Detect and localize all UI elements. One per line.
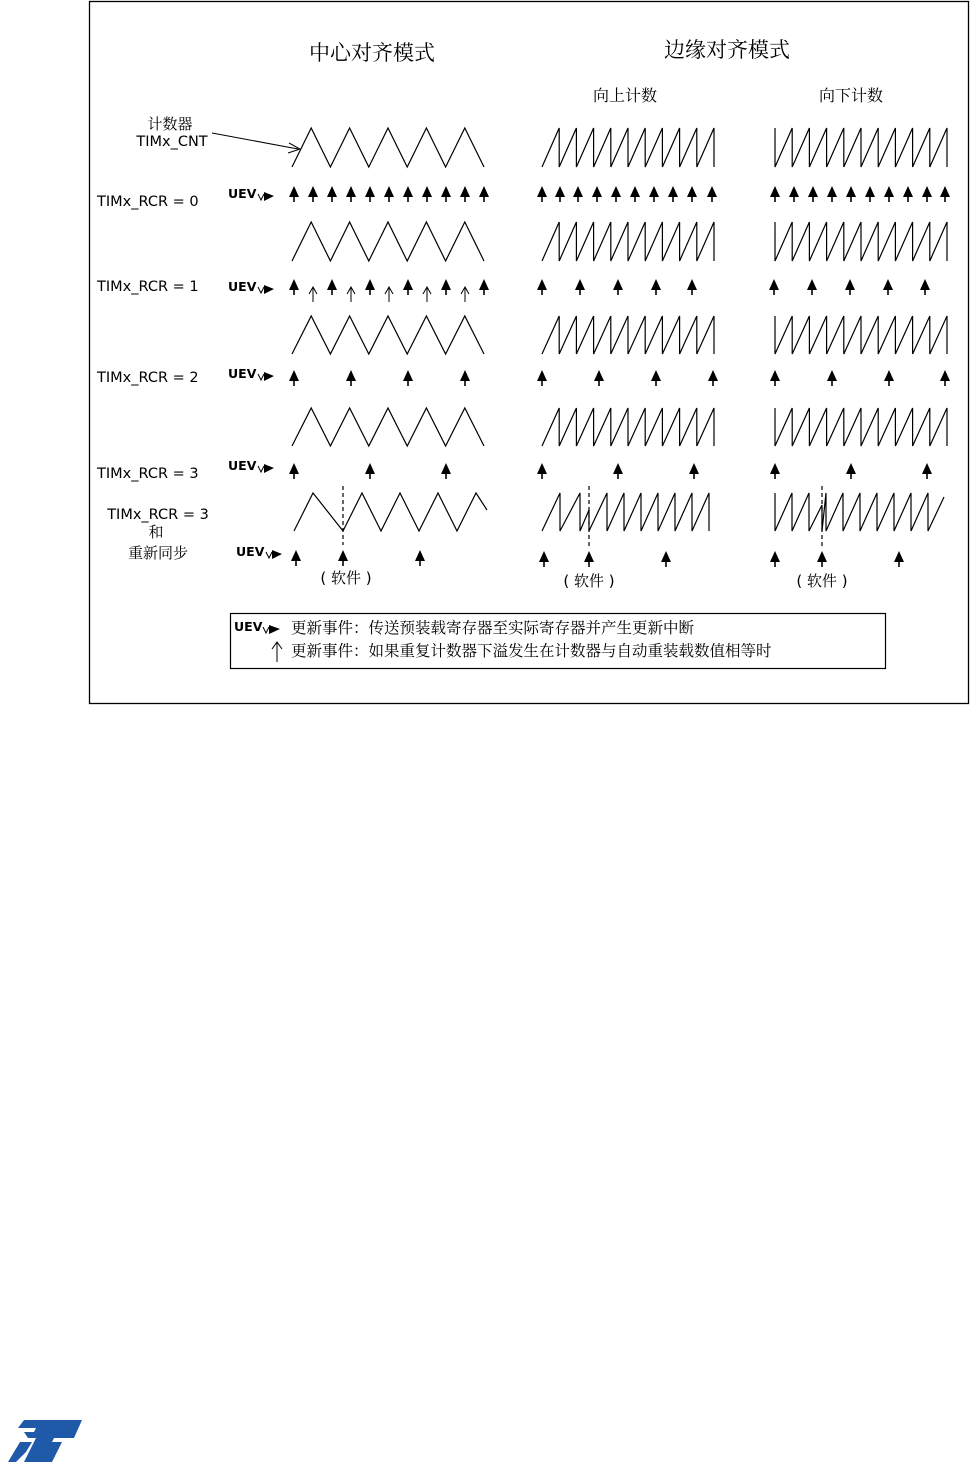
uev-label-resync — [236, 544, 282, 559]
legend-box — [231, 614, 886, 669]
uev-down-rcr0-8 — [922, 186, 932, 202]
uev-down-rcr2-0 — [770, 370, 780, 386]
uev-down-rcr1-4 — [920, 279, 930, 295]
uev-up-rcr0-4 — [611, 186, 621, 202]
uev-center-rcr0-1 — [308, 186, 318, 202]
diagram-border — [90, 2, 969, 704]
svg-text:UEV: UEV — [228, 366, 257, 381]
uev-down-rcr0-3 — [827, 186, 837, 202]
counter-label-cn: 计数器 — [147, 115, 193, 133]
row-label-rcr2: TIMx_RCR = 2 — [97, 370, 199, 386]
uev-up-rcr2-3 — [708, 370, 718, 386]
uev-up-resync-1 — [584, 551, 594, 567]
uev-up-rcr0-7 — [668, 186, 678, 202]
update-event-markers — [289, 186, 950, 567]
uev-down-rcr2-1 — [827, 370, 837, 386]
title-center-aligned: 中心对齐模式 — [309, 41, 435, 65]
uev-center-rcr2-3 — [460, 370, 470, 386]
uev-label-rcr1 — [228, 279, 274, 294]
uev-center-rcr3-1 — [365, 463, 375, 479]
wave-down-row1 — [775, 222, 947, 261]
uev-up-rcr1-3 — [651, 279, 661, 295]
uev-down-rcr2-2 — [884, 370, 894, 386]
uev-down-rcr2-3 — [940, 370, 950, 386]
uev-down-rcr1-0 — [769, 279, 779, 295]
software-label-down: ( 软件 ) — [796, 572, 848, 590]
uev-center-rcr0-4 — [365, 186, 375, 202]
wave-center-resync — [294, 493, 487, 531]
uev-center-resync-1 — [338, 550, 348, 566]
uev-center-rcr0-9 — [460, 186, 470, 202]
uev-down-rcr0-1 — [789, 186, 799, 202]
uev-up-rcr1-0 — [537, 279, 547, 295]
title-edge-aligned: 边缘对齐模式 — [664, 38, 790, 62]
uev-down-rcr0-6 — [884, 186, 894, 202]
uev-center-rcr3-2 — [441, 463, 451, 479]
uev-up-rcr2-1 — [594, 370, 604, 386]
uev-center-rcr1-3 — [403, 279, 413, 295]
uev-up-rcr0-5 — [630, 186, 640, 202]
svg-text:UEV: UEV — [228, 458, 257, 473]
row-label-rcr3: TIMx_RCR = 3 — [97, 466, 199, 482]
uev-center-rcr0-5 — [384, 186, 394, 202]
uev-center-rcr0-7 — [422, 186, 432, 202]
legend-uev-text: 更新事件：传送预装载寄存器至实际寄存器并产生更新中断 — [291, 619, 695, 637]
uev-center-resync-0 — [291, 550, 301, 566]
uev-up-rcr1-1 — [575, 279, 585, 295]
software-label-up: ( 软件 ) — [563, 572, 615, 590]
uev-up-rcr3-1 — [613, 463, 623, 479]
rep-center-rcr1-4 — [461, 287, 469, 302]
rep-center-rcr1-1 — [347, 287, 355, 302]
wave-down-row0 — [775, 128, 947, 167]
wave-center-row1 — [292, 222, 484, 261]
uev-up-rcr0-1 — [555, 186, 565, 202]
uev-label-rcr2 — [228, 366, 274, 381]
uev-down-rcr1-1 — [807, 279, 817, 295]
uev-center-rcr1-2 — [365, 279, 375, 295]
uev-center-rcr2-1 — [346, 370, 356, 386]
uev-center-rcr0-8 — [441, 186, 451, 202]
uev-up-rcr2-2 — [651, 370, 661, 386]
uev-up-resync-2 — [661, 551, 671, 567]
uev-down-rcr0-0 — [770, 186, 780, 202]
uev-up-rcr3-2 — [689, 463, 699, 479]
uev-center-rcr2-2 — [403, 370, 413, 386]
uev-up-rcr2-0 — [537, 370, 547, 386]
uev-center-rcr1-0 — [289, 279, 299, 295]
row-label-rcr3-resync-3: 重新同步 — [127, 544, 189, 562]
uev-up-resync-0 — [539, 551, 549, 567]
uev-down-rcr0-9 — [940, 186, 950, 202]
filled-arrow-icon — [234, 619, 280, 634]
uev-down-rcr1-3 — [883, 279, 893, 295]
wave-up-row0 — [542, 128, 714, 167]
software-label-center: ( 软件 ) — [320, 569, 372, 587]
st-logo — [6, 1418, 84, 1464]
uev-down-rcr0-2 — [808, 186, 818, 202]
wave-down-resync — [775, 493, 944, 531]
subtitle-down-count: 向下计数 — [818, 86, 884, 105]
legend-arrow-text: 更新事件：如果重复计数器下溢发生在计数器与自动重装载数值相等时 — [291, 642, 772, 660]
row-label-rcr3-resync-1: TIMx_RCR = 3 — [107, 507, 209, 523]
uev-center-rcr0-0 — [289, 186, 299, 202]
uev-center-rcr2-0 — [289, 370, 299, 386]
uev-label-rcr0 — [228, 186, 274, 201]
uev-down-rcr1-2 — [845, 279, 855, 295]
uev-down-resync-2 — [894, 551, 904, 567]
uev-down-rcr0-5 — [865, 186, 875, 202]
uev-up-rcr0-8 — [687, 186, 697, 202]
uev-up-rcr0-6 — [649, 186, 659, 202]
uev-center-rcr0-10 — [479, 186, 489, 202]
uev-up-rcr0-3 — [592, 186, 602, 202]
svg-text:UEV: UEV — [228, 279, 257, 294]
row-label-rcr0: TIMx_RCR = 0 — [97, 194, 199, 210]
wave-center-row0 — [292, 128, 484, 167]
uev-down-rcr3-2 — [922, 463, 932, 479]
svg-text:UEV: UEV — [236, 544, 265, 559]
counter-pointer — [212, 133, 298, 149]
uev-center-rcr0-3 — [346, 186, 356, 202]
rep-center-rcr1-0 — [309, 287, 317, 302]
row-label-rcr3-resync-2: 和 — [148, 523, 164, 541]
wave-center-row3 — [292, 408, 484, 446]
wave-down-row2 — [775, 316, 947, 354]
wave-up-row2 — [542, 316, 714, 354]
wave-down-row3 — [775, 408, 947, 446]
rep-center-rcr1-3 — [423, 287, 431, 302]
wave-up-resync — [542, 493, 709, 531]
uev-down-rcr3-1 — [846, 463, 856, 479]
uev-center-rcr1-1 — [327, 279, 337, 295]
uev-up-rcr0-0 — [537, 186, 547, 202]
thin-arrow-icon — [272, 642, 282, 662]
uev-center-rcr1-5 — [479, 279, 489, 295]
uev-center-resync-2 — [415, 550, 425, 566]
uev-up-rcr0-2 — [573, 186, 583, 202]
counter-label-reg: TIMx_CNT — [136, 134, 208, 150]
uev-center-rcr1-4 — [441, 279, 451, 295]
subtitle-up-count: 向上计数 — [592, 86, 658, 105]
uev-up-rcr1-2 — [613, 279, 623, 295]
svg-text:UEV: UEV — [228, 186, 257, 201]
uev-center-rcr3-0 — [289, 463, 299, 479]
uev-label-rcr3 — [228, 458, 274, 473]
wave-up-row3 — [542, 408, 714, 446]
uev-up-rcr3-0 — [537, 463, 547, 479]
uev-down-rcr0-7 — [903, 186, 913, 202]
wave-center-row2 — [292, 316, 484, 354]
wave-up-row1 — [542, 222, 714, 261]
uev-down-resync-0 — [770, 551, 780, 567]
rep-center-rcr1-2 — [385, 287, 393, 302]
uev-up-rcr0-9 — [707, 186, 717, 202]
uev-down-rcr3-0 — [770, 463, 780, 479]
row-label-rcr1: TIMx_RCR = 1 — [97, 279, 199, 295]
uev-center-rcr0-2 — [327, 186, 337, 202]
uev-down-resync-1 — [817, 551, 827, 567]
svg-text:UEV: UEV — [234, 619, 263, 634]
uev-center-rcr0-6 — [403, 186, 413, 202]
uev-down-rcr0-4 — [846, 186, 856, 202]
uev-up-rcr1-4 — [687, 279, 697, 295]
